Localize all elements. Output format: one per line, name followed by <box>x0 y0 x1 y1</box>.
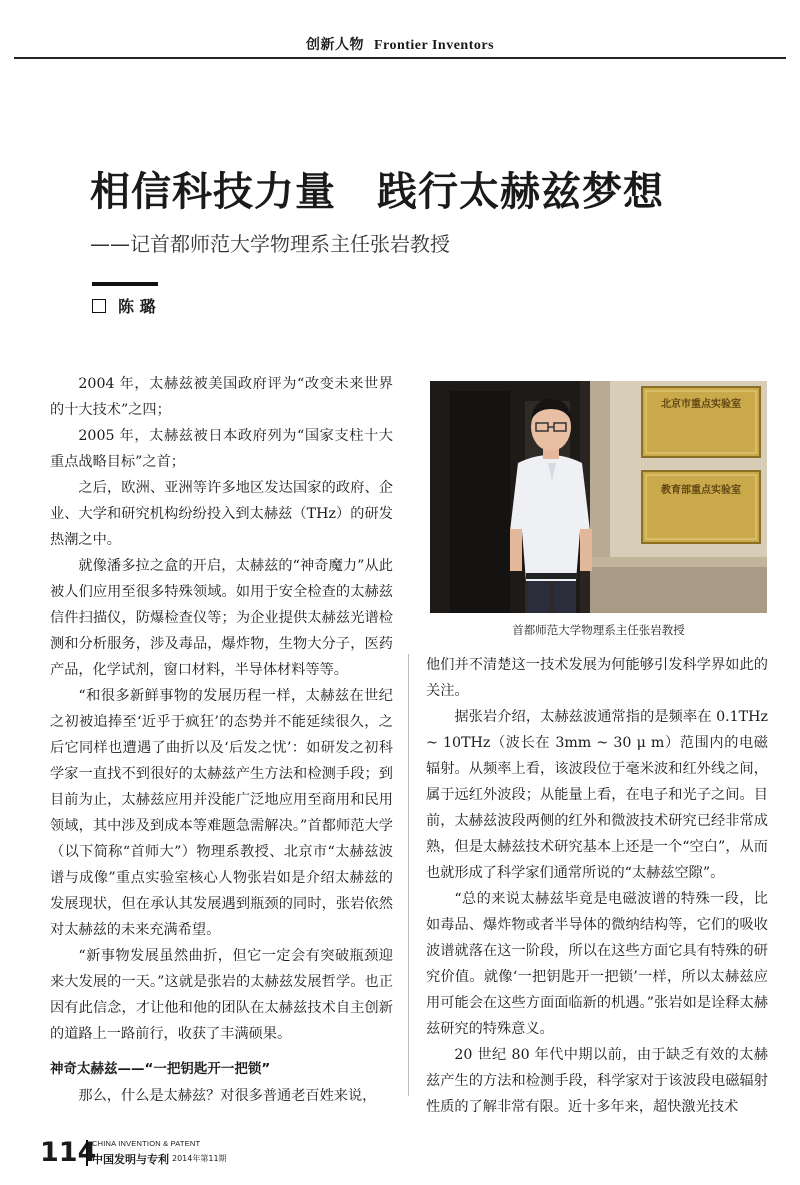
body-column-left <box>50 371 393 1047</box>
header-rule <box>14 57 786 59</box>
paragraph: 据张岩介绍，太赫兹波通常指的是频率在 0.1THz ~ 10THz（波长在 3mm ~ 30 μ m）范围内的电磁辐射。从频率上看，该波段位于毫米波和红外线之间，属于远红外波段；从能量上看，在电子和光子之间。目前，太赫兹波段两侧的红外和微波技术研究已经非常成熟，但是太赫兹技术研究基本上还是一个“空白”，从而也就形成了科学家们通常所说的“太赫兹空隙”。 <box>426 709 768 881</box>
author-name: 陈 璐 <box>118 297 156 316</box>
paragraph: “和很多新鲜事物的发展历程一样，太赫兹在世纪之初被追捧至‘近乎于疯狂’的态势并不能延续很久，之后它同样也遭遇了曲折以及‘后发之忧’：如研发之初科学家一直找不到很好的太赫兹产生方法和检测手段；到目前为止，太赫兹应用并没能广泛地应用至商用和民用领域，其中涉及到成本等难题急需解决。”首都师范大学（以下简称“首师大”）物理系教授、北京市“太赫兹波谱与成像”重点实验室核心人物张岩如是介绍太赫兹的发展现状，但在承认其发展遇到瓶颈的同时，张岩依然对太赫兹的未来充满希望。 <box>50 688 393 938</box>
author-rule <box>92 282 158 286</box>
paragraph: 2004 年，太赫兹被美国政府评为“改变未来世界的十大技术”之四； <box>50 376 393 418</box>
footer-divider <box>86 1140 88 1166</box>
paragraph: “新事物发展虽然曲折，但它一定会有突破瓶颈迎来大发展的一天。”这就是张岩的太赫兹发展哲学。也正因有此信念，才让他和他的团队在太赫兹技术自主创新的道路上一路前行，收获了丰满硕果。 <box>50 948 393 1042</box>
square-bullet-icon <box>92 299 106 313</box>
photo-illustration <box>430 381 767 613</box>
body-column-left-end <box>50 1083 393 1109</box>
paragraph: “总的来说太赫兹毕竟是电磁波谱的特殊一段，比如毒品、爆炸物或者半导体的微纳结构等，它们的吸收波谱就落在这一阶段，所以在这些方面它具有特殊的研究价值。就像‘一把钥匙开一把锁’一样，所以太赫兹应用可能会在这些方面面临新的机遇。”张岩如是诠释太赫兹研究的特殊意义。 <box>426 891 768 1037</box>
issue-label: 2014年第11期 <box>172 1154 227 1163</box>
paragraph: 就像潘多拉之盒的开启，太赫兹的“神奇魔力”从此被人们应用至很多特殊领域。如用于安全检查的太赫兹信件扫描仪，防爆检查仪等；为企业提供太赫兹光谱检测和分析服务，涉及毒品，爆炸物，生物大分子，医药产品，化学试剂，窗口材料，半导体材料等等。 <box>50 558 393 678</box>
paragraph: 之后，欧洲、亚洲等许多地区发达国家的政府、企业、大学和研究机构纷纷投入到太赫兹（THz）的研发热潮之中。 <box>50 480 393 548</box>
article-subtitle: ——记首都师范大学物理系主任张岩教授 <box>90 232 450 256</box>
paragraph: 20 世纪 80 年代中期以前，由于缺乏有效的太赫兹产生的方法和检测手段，科学家对于该波段电磁辐射性质的了解非常有限。近十多年来，超快激光技术 <box>426 1047 768 1115</box>
plaque-text: 教育部重点实验室 <box>661 485 741 496</box>
body-column-right <box>426 652 768 1120</box>
article-title: 相信科技力量 践行太赫兹梦想 <box>90 169 664 215</box>
journal-name-en: CHINA INVENTION & PATENT <box>92 1139 201 1148</box>
author-byline <box>92 294 156 317</box>
column-divider <box>408 654 409 1096</box>
section-label-cn: 创新人物 <box>305 37 364 53</box>
section-label-en: Frontier Inventors <box>373 38 495 53</box>
paragraph: 2005 年，太赫兹被日本政府列为“国家支柱十大重点战略目标”之首； <box>50 428 393 470</box>
journal-name-cn: 中国发明与专利 <box>92 1153 169 1166</box>
plaque-text: 北京市重点实验室 <box>661 399 741 410</box>
page-number: 114 <box>40 1137 97 1168</box>
portrait-photo <box>430 381 767 613</box>
section-label <box>0 34 800 54</box>
paragraph: 他们并不清楚这一技术发展为何能够引发科学界如此的关注。 <box>426 657 768 699</box>
photo-caption: 首都师范大学物理系主任张岩教授 <box>512 623 685 637</box>
section-heading: 神奇太赫兹——“一把钥匙开一把锁” <box>50 1061 271 1077</box>
paragraph: 那么，什么是太赫兹？对很多普通老百姓来说， <box>78 1088 377 1104</box>
